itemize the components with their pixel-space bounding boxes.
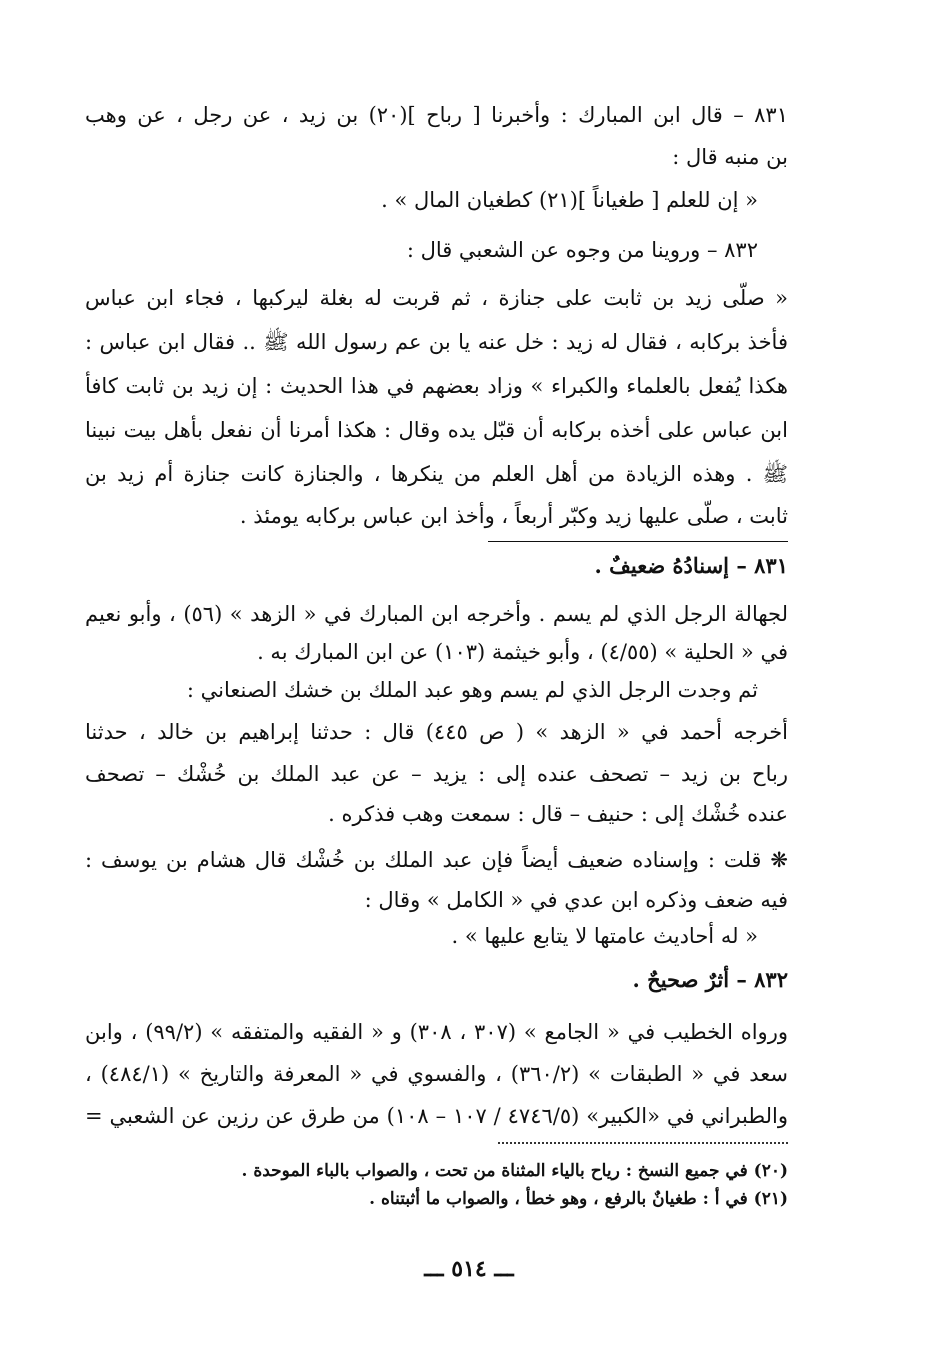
commentary-line-11: سعد في « الطبقات » (٣٦٠/٢) ، والفسوي في « المعرفة والتاريخ » (٤٨٤/١) ، — [85, 1062, 788, 1086]
commentary-heading-832: ٨٣٢ – أثرٌ صحيحٌ . — [632, 967, 788, 992]
text-line-10: ثابت ، صلّى عليها زيد وكبّر أربعاً ، وأخذ ابن عباس بركابه يومئذ . — [239, 504, 788, 528]
text-line-3: « إن للعلم [ طغياناً ](٢١) كطغيان المال » . — [381, 188, 758, 212]
footnote-20: (٢٠) في جميع النسخ : رياح بالياء المثناة من تحت ، والصواب بالباء الموحدة . — [241, 1161, 788, 1181]
commentary-line-2: في « الحلية » (٤/٥٥) ، وأبو خيثمة (١٠٣) عن ابن المبارك به . — [257, 640, 788, 664]
commentary-line-4: أخرجه أحمد في « الزهد » ( ص ٤٤٥) قال : حدثنا إبراهيم بن خالد ، حدثنا — [85, 720, 788, 744]
text-line-1: ٨٣١ – قال ابن المبارك : وأخبرنا [ رباح ](٢٠) بن زيد ، عن رجل ، عن وهب — [85, 103, 788, 127]
commentary-line-6: عنده خُشْك إلى : حنيف – قال : سمعت وهب فذكره . — [328, 802, 788, 826]
text-line-2: بن منبه قال : — [672, 145, 788, 169]
commentary-line-7: ❋ قلت : وإسناده ضعيف أيضاً فإن عبد الملك بن خُشْك قال هشام بن يوسف : — [85, 848, 788, 872]
commentary-heading-831: ٨٣١ – إسنادُهُ ضعيفٌ . — [594, 553, 788, 578]
commentary-line-1: لجهالة الرجل الذي لم يسم . وأخرجه ابن المبارك في « الزهد » (٥٦) ، وأبو نعيم — [85, 602, 788, 626]
footnote-21: (٢١) في أ : طغيانٌ بالرفع ، وهو خطأ ، والصواب ما أثبتناه . — [369, 1189, 788, 1209]
commentary-line-8: فيه ضعف وذكره ابن عدي في « الكامل » وقال : — [364, 888, 788, 912]
text-line-5: « صلّى زيد بن ثابت على جنازة ، ثم قربت له بغلة ليركبها ، فجاء ابن عباس — [85, 286, 788, 310]
text-line-9: ﷺ . وهذه الزيادة من أهل العلم من ينكرها ، والجنازة كانت جنازة أم زيد بن — [85, 462, 788, 486]
commentary-line-5: رباح بن زيد – تصحف عنده إلى : يزيد – عن عبد الملك بن خُشْك – تصحف — [85, 762, 788, 786]
separator-rule — [488, 541, 788, 542]
commentary-line-3: ثم وجدت الرجل الذي لم يسم وهو عبد الملك بن خشك الصنعاني : — [186, 678, 758, 702]
commentary-line-12: والطبراني في «الكبير» (٤٧٤٦/٥ / ١٠٧ – ١٠٨) من طرق عن رزين عن الشعبي = — [85, 1104, 788, 1128]
text-line-7: هكذا يُفعل بالعلماء والكبراء » وزاد بعضهم في هذا الحديث : إن زيد بن ثابت كافأ — [85, 374, 788, 398]
text-line-4: ٨٣٢ – وروينا من وجوه عن الشعبي قال : — [406, 238, 758, 262]
commentary-line-10: ورواه الخطيب في « الجامع » (٣٠٧ ، ٣٠٨) و « الفقيه والمتفقه » (٩٩/٢) ، وابن — [85, 1020, 788, 1044]
text-line-6: فأخذ بركابه ، فقال له زيد : خل عنه يا بن عم رسول الله ﷺ .. فقال ابن عباس : — [85, 330, 788, 354]
text-line-8: ابن عباس على أخذه بركابه أن قبّل يده وقال : هكذا أمرنا أن نفعل بأهل بيت نبينا — [85, 418, 788, 442]
page-number: ـــ ٥١٤ ـــ — [424, 1256, 514, 1282]
commentary-line-9: « له أحاديث عامتها لا يتابع عليها » . — [451, 924, 758, 948]
footnote-separator — [498, 1142, 788, 1144]
